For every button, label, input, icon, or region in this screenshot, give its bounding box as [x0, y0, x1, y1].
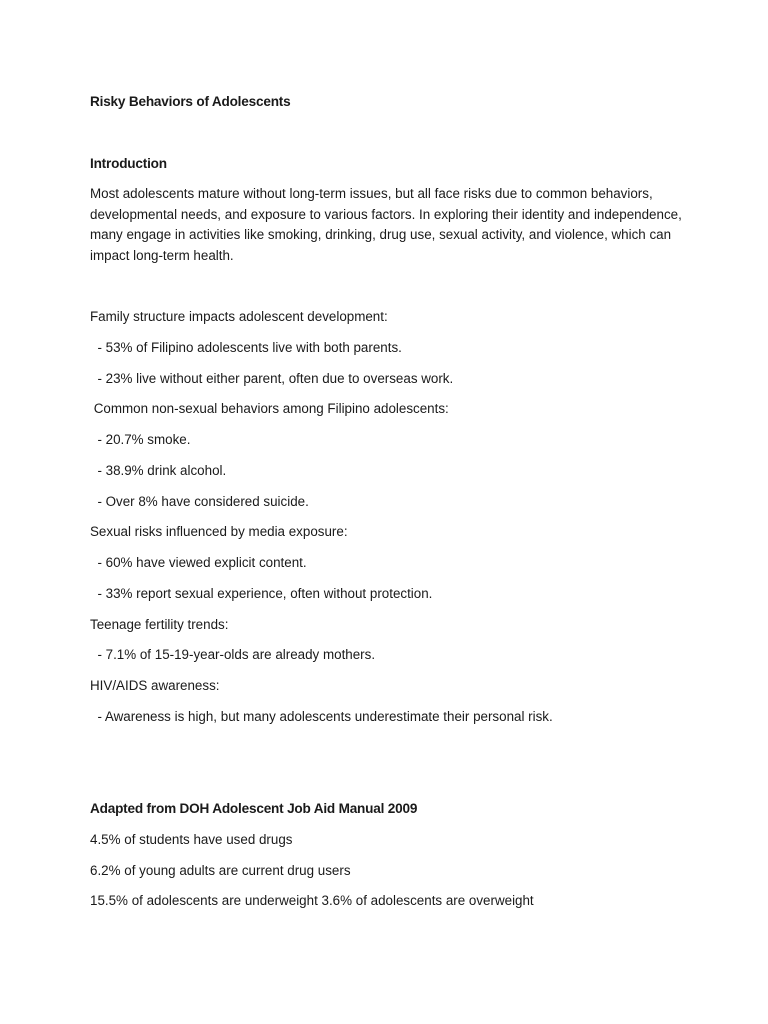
list-item: - 60% have viewed explicit content. [90, 555, 307, 570]
list-item: 4.5% of students have used drugs [90, 832, 293, 847]
list-item: 6.2% of young adults are current drug users [90, 863, 351, 878]
hiv-aids-heading: HIV/AIDS awareness: [90, 678, 220, 693]
family-structure-heading: Family structure impacts adolescent development: [90, 309, 388, 324]
list-item: - 53% of Filipino adolescents live with both parents. [90, 340, 402, 355]
list-item: 15.5% of adolescents are underweight 3.6% of adolescents are overweight [90, 893, 534, 908]
sexual-risks-heading: Sexual risks influenced by media exposure: [90, 524, 348, 539]
non-sexual-behaviors-heading: Common non-sexual behaviors among Filipino adolescents: [90, 401, 449, 416]
document-title: Risky Behaviors of Adolescents [90, 94, 291, 109]
list-item: - 33% report sexual experience, often without protection. [90, 586, 433, 601]
list-item: - Awareness is high, but many adolescents underestimate their personal risk. [90, 709, 553, 724]
source-heading: Adapted from DOH Adolescent Job Aid Manual 2009 [90, 801, 418, 816]
list-item: - 38.9% drink alcohol. [90, 463, 227, 478]
list-item: - 7.1% of 15-19-year-olds are already mothers. [90, 647, 376, 662]
introduction-paragraph: Most adolescents mature without long-term issues, but all face risks due to common behaviors, developmental needs, and exposure to various factors. In exploring their identity and independence, many engage in activities like smoking, drinking, drug use, sexual activity, and violence, which can impact long-term health. [90, 186, 682, 263]
introduction-heading: Introduction [90, 156, 167, 171]
list-item: - Over 8% have considered suicide. [90, 494, 309, 509]
list-item: - 20.7% smoke. [90, 432, 191, 447]
teenage-fertility-heading: Teenage fertility trends: [90, 617, 229, 632]
list-item: - 23% live without either parent, often due to overseas work. [90, 371, 454, 386]
